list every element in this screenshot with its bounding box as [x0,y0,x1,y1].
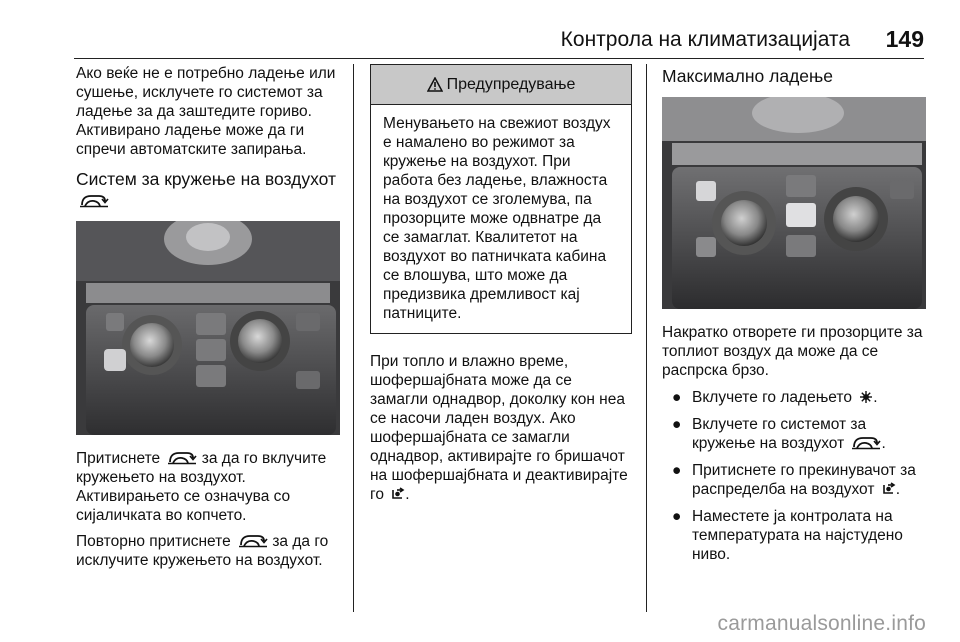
list-item: ● Вклучете го ладењето . [672,389,878,406]
column-2 [370,64,632,504]
climate-panel-photo-max-cooling [662,97,926,309]
climate-panel-photo-recirculation [76,221,340,435]
air-distribution-icon [391,487,405,501]
warning-header [371,65,631,105]
column-3 [662,64,926,572]
warning-title: Предупредување [446,75,576,93]
recirculation-icon [238,534,268,548]
section-title-max-cooling: Максимално ладење [662,66,833,86]
list-item: ● Притиснете го прекинувачот за распределба на воздухот . [672,462,916,498]
list-item: ● Наместете ја контролата на температурата на најстудено ниво. [672,508,903,563]
warning-text: Менувањето на свежиот воздух е намалено во режимот за кружење на воздухот. При работа без ладење, влажноста на воздухот се зголемува, па прозорците може одвнатре да се замаглат. Квалитетот на воздухот во патничката кабина се влошува, што може да предизвика дремливост кај патниците. [383,115,611,322]
list-item: ● Вклучете го системот за кружење на воздухот . [672,416,886,452]
column-1 [76,64,340,570]
column-divider-1 [353,64,354,612]
recirculation-icon [167,451,197,465]
page-number: 149 [885,26,924,52]
warning-triangle-icon [427,77,443,92]
windshield-fog-paragraph: При топло и влажно време, шофершајбната може да се замагли однадвор, доколку кон неа се насочи ладен воздух. Ако шофершајбната се замагли однадвор, активирајте го бришачот на шофершајбната и деактивирајте го . [370,353,628,503]
air-distribution-icon [882,482,896,496]
max-cooling-steps [662,388,926,564]
recirculation-icon [79,194,109,208]
page-header [0,24,960,56]
max-cooling-intro: Накратко отворете ги прозорците за топлиот воздух да може да се распрска брзо. [662,324,923,379]
press-to-disable-paragraph: Повторно притиснете за да го исклучите кружењето на воздухот. [76,533,329,569]
column-divider-2 [646,64,647,612]
intro-paragraph: Ако веќе не е потребно ладење или сушење, исклучете го системот за ладење за да заштедите гориво. Активирано ладење може да ги спречи автоматските запирања. [76,65,336,158]
warning-box [370,64,632,334]
watermark: carmanualsonline.info [717,612,926,635]
press-to-enable-paragraph: Притиснете за да го вклучите кружењето на воздухот. Активирањето се означува со сијаличката во копчето. [76,450,327,524]
snowflake-ac-icon [859,390,873,404]
header-title: Контрола на климатизацијата [560,28,850,51]
section-title-recirculation: Систем за кружење на воздухот [76,169,340,211]
recirculation-icon [851,436,881,450]
header-rule [74,58,924,59]
